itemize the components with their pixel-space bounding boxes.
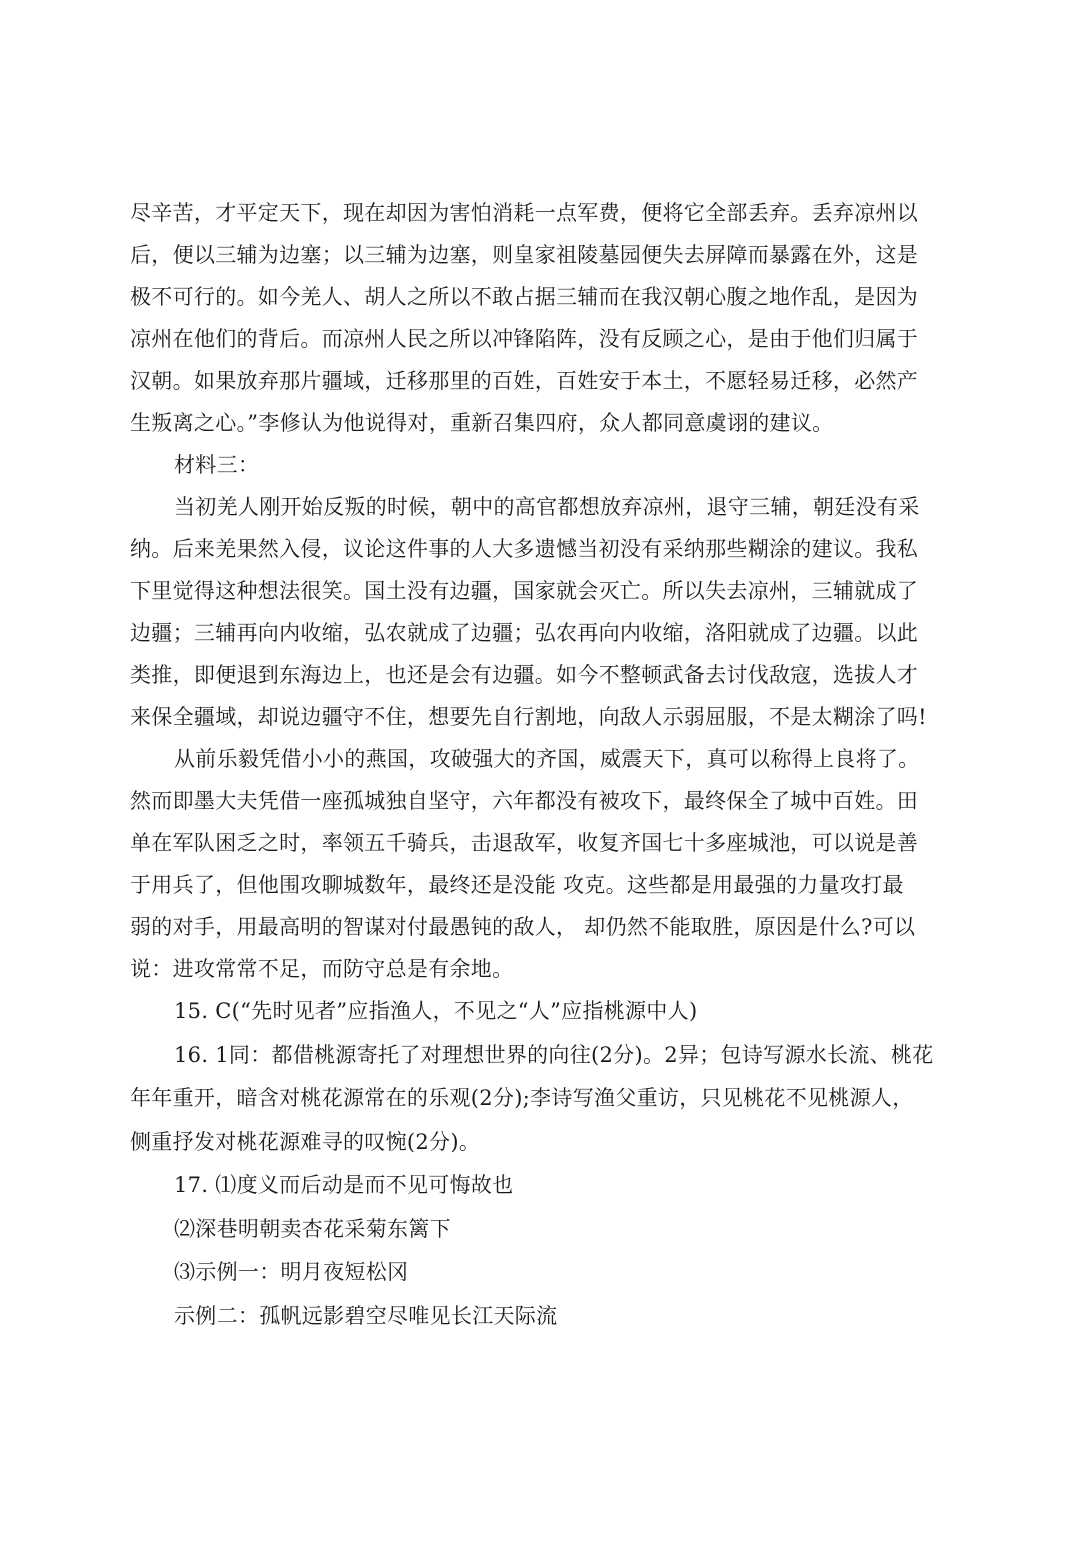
text-line: 于用兵了，但他围攻聊城数年，最终还是没能 攻克。这些都是用最强的力量攻打最 [130,873,904,897]
text-line: 年年重开，暗含对桃花源常在的乐观(2分);李诗写渔父重访，只见桃花不见桃源人， [130,1086,914,1110]
text-line: ⑶示例一：明月夜短松冈 [174,1260,409,1284]
text-line: 下里觉得这种想法很笑。国土没有边疆，国家就会灭亡。所以失去凉州，三辅就成了 [130,579,919,603]
answer-15: 15. C(“先时见者”应指渔人，不见之“人”应指桃源中人) [174,999,698,1023]
text-line: 弱的对手，用最高明的智谋对付最愚钝的敌人， 却仍然不能取胜，原因是什么?可以 [130,915,916,939]
answer-17 [130,1164,950,1338]
text-line: 示例二：孤帆远影碧空尽唯见长江天际流 [174,1303,558,1328]
text-line: ⑵深巷明朝卖杏花采菊东篱下 [174,1216,451,1241]
material3-paragraph-2 [130,738,950,990]
material2-tail-paragraph [130,192,950,444]
text-line: 尽辛苦，才平定天下，现在却因为害怕消耗一点军费，便将它全部丢弃。丢弃凉州以 [130,201,919,225]
text-line: 纳。后来羌果然入侵，议论这件事的人大多遗憾当初没有采纳那些糊涂的建议。我私 [130,537,919,561]
answer-16 [130,1034,950,1165]
text-line: 来保全疆域，却说边疆守不住，想要先自行割地，向敌人示弱屈服，不是太糊涂了吗! [130,705,927,729]
material3-heading: 材料三： [174,453,260,477]
text-line: 汉朝。如果放弃那片疆域，迁移那里的百姓，百姓安于本土，不愿轻易迁移，必然产 [130,369,919,393]
text-line: 生叛离之心。”李修认为他说得对，重新召集四府，众人都同意虞诩的建议。 [130,411,834,435]
text-line: 从前乐毅凭借小小的燕国，攻破强大的齐国，威震天下，真可以称得上良将了。 [174,747,920,771]
text-line: 类推，即便退到东海边上，也还是会有边疆。如今不整顿武备去讨伐敌寇，选拔人才 [130,663,919,687]
text-line: 16. 1同：都借桃源寄托了对理想世界的向往(2分)。2异；包诗写源水长流、桃花 [174,1042,934,1067]
answers-section [130,990,950,1338]
text-line: 单在军队困乏之时，率领五千骑兵，击退敌军，收复齐国七十多座城池，可以说是善 [130,831,919,855]
text-line: 17. ⑴度义而后动是而不见可悔故也 [174,1173,514,1197]
text-line: 极不可行的。如今羌人、胡人之所以不敢占据三辅而在我汉朝心腹之地作乱，是因为 [130,285,919,309]
text-line: 边疆；三辅再向内收缩，弘农就成了边疆；弘农再向内收缩，洛阳就成了边疆。以此 [130,621,919,645]
document-page [130,192,950,1338]
material3-paragraph-1 [130,486,950,738]
text-line: 说：进攻常常不足，而防守总是有余地。 [130,957,514,981]
text-line: 侧重抒发对桃花源难寻的叹惋(2分)。 [130,1129,481,1154]
text-line: 当初羌人刚开始反叛的时候，朝中的高官都想放弃凉州，退守三辅，朝廷没有采 [174,495,920,519]
text-line: 后，便以三辅为边塞；以三辅为边塞，则皇家祖陵墓园便失去屏障而暴露在外，这是 [130,243,919,267]
text-line: 然而即墨大夫凭借一座孤城独自坚守，六年都没有被攻下，最终保全了城中百姓。田 [130,789,919,813]
text-line: 凉州在他们的背后。而凉州人民之所以冲锋陷阵，没有反顾之心，是由于他们归属于 [130,327,919,351]
